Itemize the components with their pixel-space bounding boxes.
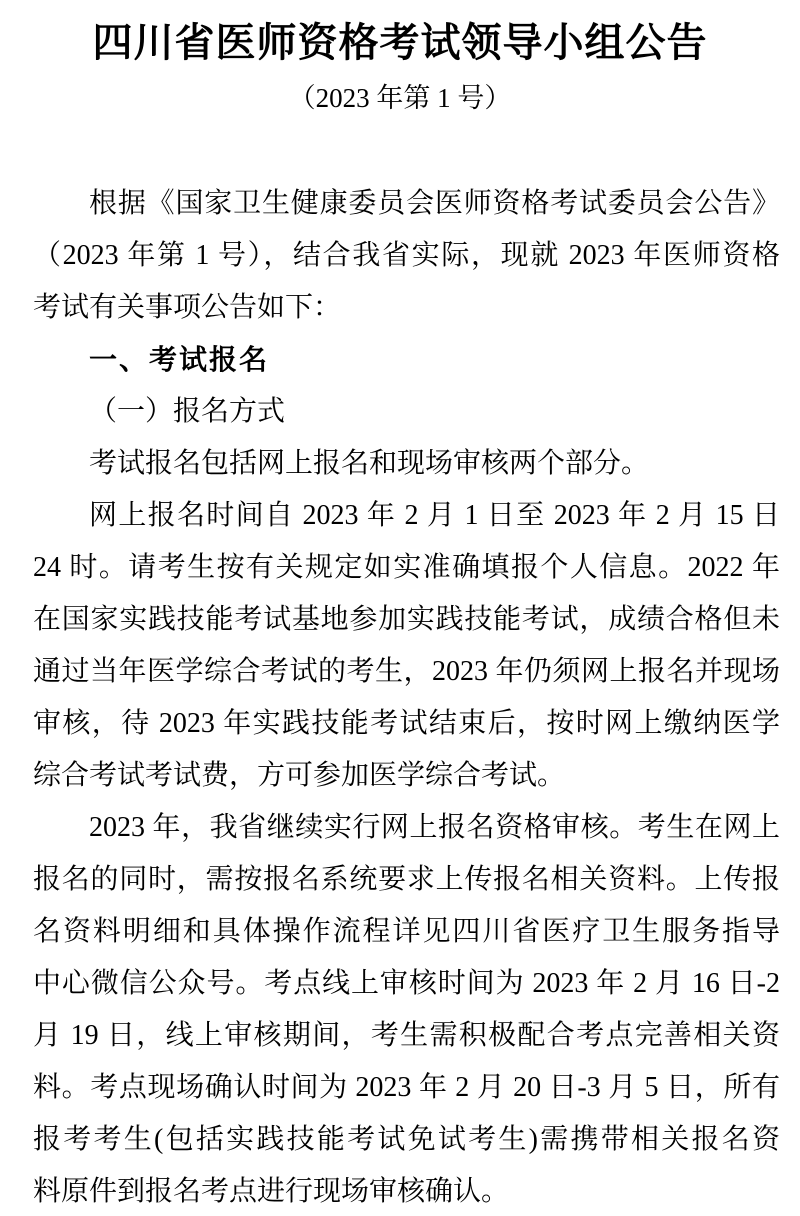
text-line: 报考考生(包括实践技能考试免试考生)需携带相关报名资: [33, 1124, 780, 1155]
paragraph: [33, 334, 780, 386]
document-title: 四川省医师资格考试领导小组公告: [92, 20, 708, 65]
text-line: 月 19 日，线上审核期间，考生需积极配合考点完善相关资: [33, 1020, 780, 1051]
paragraph: [33, 490, 780, 802]
text-line: 2023 年，我省继续实行网上报名资格审核。考生在网上: [89, 812, 780, 843]
text-line: 在国家实践技能考试基地参加实践技能考试，成绩合格但未: [33, 604, 780, 635]
text-line: 根据《国家卫生健康委员会医师资格考试委员会公告》: [89, 188, 780, 219]
text-line: （一）报名方式: [89, 396, 286, 427]
text-line: （2023 年第 1 号），结合我省实际，现就 2023 年医师资格: [33, 240, 780, 271]
paragraph: [33, 438, 780, 490]
text-line: 一、考试报名: [89, 344, 270, 375]
text-line: 名资料明细和具体操作流程详见四川省医疗卫生服务指导: [33, 916, 780, 947]
paragraph: [33, 386, 780, 438]
text-line: 审核，待 2023 年实践技能考试结束后，按时网上缴纳医学: [33, 708, 780, 739]
text-line: 考试有关事项公告如下：: [33, 292, 342, 323]
text-line: 料。考点现场确认时间为 2023 年 2 月 20 日-3 月 5 日，所有: [33, 1072, 780, 1103]
text-line: 通过当年医学综合考试的考生，2023 年仍须网上报名并现场: [33, 656, 780, 687]
document-subtitle: （2023 年第 1 号）: [288, 83, 512, 113]
text-line: 综合考试考试费，方可参加医学综合考试。: [33, 760, 566, 791]
document-body: [0, 178, 800, 1216]
paragraph: [33, 802, 780, 1216]
paragraph: [33, 178, 780, 334]
text-line: 报名的同时，需按报名系统要求上传报名相关资料。上传报: [33, 864, 780, 895]
text-line: 中心微信公众号。考点线上审核时间为 2023 年 2 月 16 日-2: [33, 968, 780, 999]
text-line: 24 时。请考生按有关规定如实准确填报个人信息。2022 年: [33, 552, 780, 583]
text-line: 网上报名时间自 2023 年 2 月 1 日至 2023 年 2 月 15 日: [89, 500, 780, 531]
text-line: 考试报名包括网上报名和现场审核两个部分。: [89, 448, 650, 479]
text-line: 料原件到报名考点进行现场审核确认。: [33, 1176, 510, 1207]
